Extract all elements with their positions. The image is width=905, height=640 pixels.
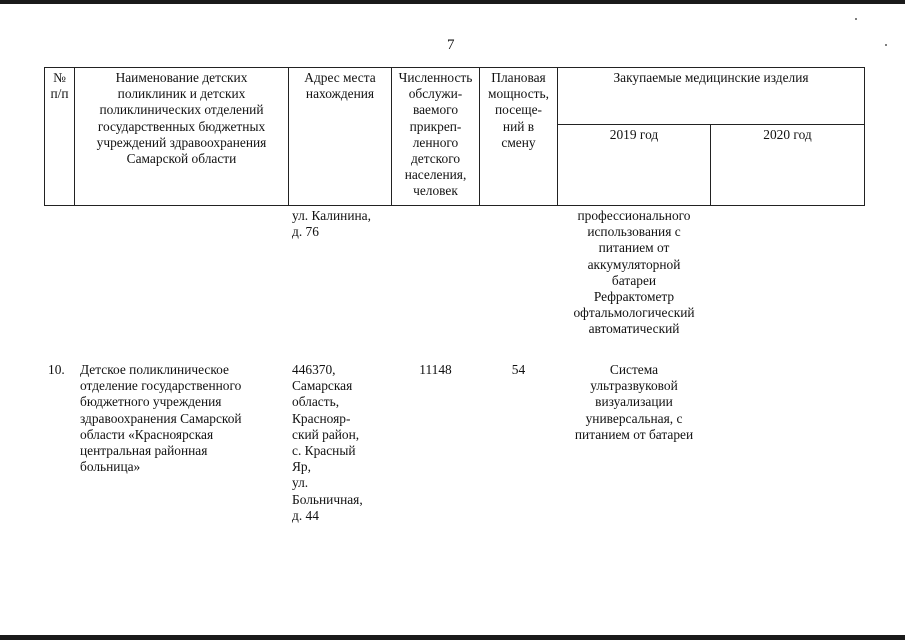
scan-speck bbox=[855, 18, 857, 20]
continuation-address: ул. Калинина, д. 76 bbox=[292, 208, 371, 240]
header-address: Адрес места нахождения bbox=[304, 70, 376, 102]
scan-bottom-border bbox=[0, 635, 905, 640]
row-institution-name: Детское поликлиническое отделение государственного бюджетного учреждения здравоохранения Самарской области «Красноярская центральная районная больница» bbox=[80, 362, 242, 475]
row-devices-2019: Система ультразвуковой визуализации универсальная, с питанием от батареи bbox=[574, 362, 694, 442]
header-capacity: Плановая мощность, посеще- ний в смену bbox=[488, 70, 549, 150]
scan-speck bbox=[885, 44, 887, 46]
header-num: № п/п bbox=[50, 70, 69, 102]
row-num: 10. bbox=[48, 362, 65, 377]
header-year-2020: 2020 год bbox=[763, 127, 812, 142]
page-number: 7 bbox=[447, 37, 455, 53]
row-population: 11148 bbox=[419, 362, 452, 377]
scan-top-border bbox=[0, 0, 905, 4]
header-population: Численность обслужи- ваемого прикреп- ленного детского населения, человек bbox=[398, 70, 473, 199]
row-address: 446370, Самарская область, Краснояр- ский район, с. Красный Яр, ул. Больничная, д. 44 bbox=[292, 362, 363, 523]
header-devices: Закупаемые медицинские изделия bbox=[613, 70, 809, 85]
header-name: Наименование детских поликлиник и детских поликлинических отделений государственных бюджетных учреждений здравоохранения Самарской области bbox=[96, 70, 267, 167]
row-capacity: 54 bbox=[511, 362, 526, 377]
header-year-2019: 2019 год bbox=[609, 127, 659, 142]
continuation-devices-2019: профессионального использования с питанием от аккумуляторной батареи Рефрактометр офтальмологический автоматический bbox=[573, 208, 695, 337]
